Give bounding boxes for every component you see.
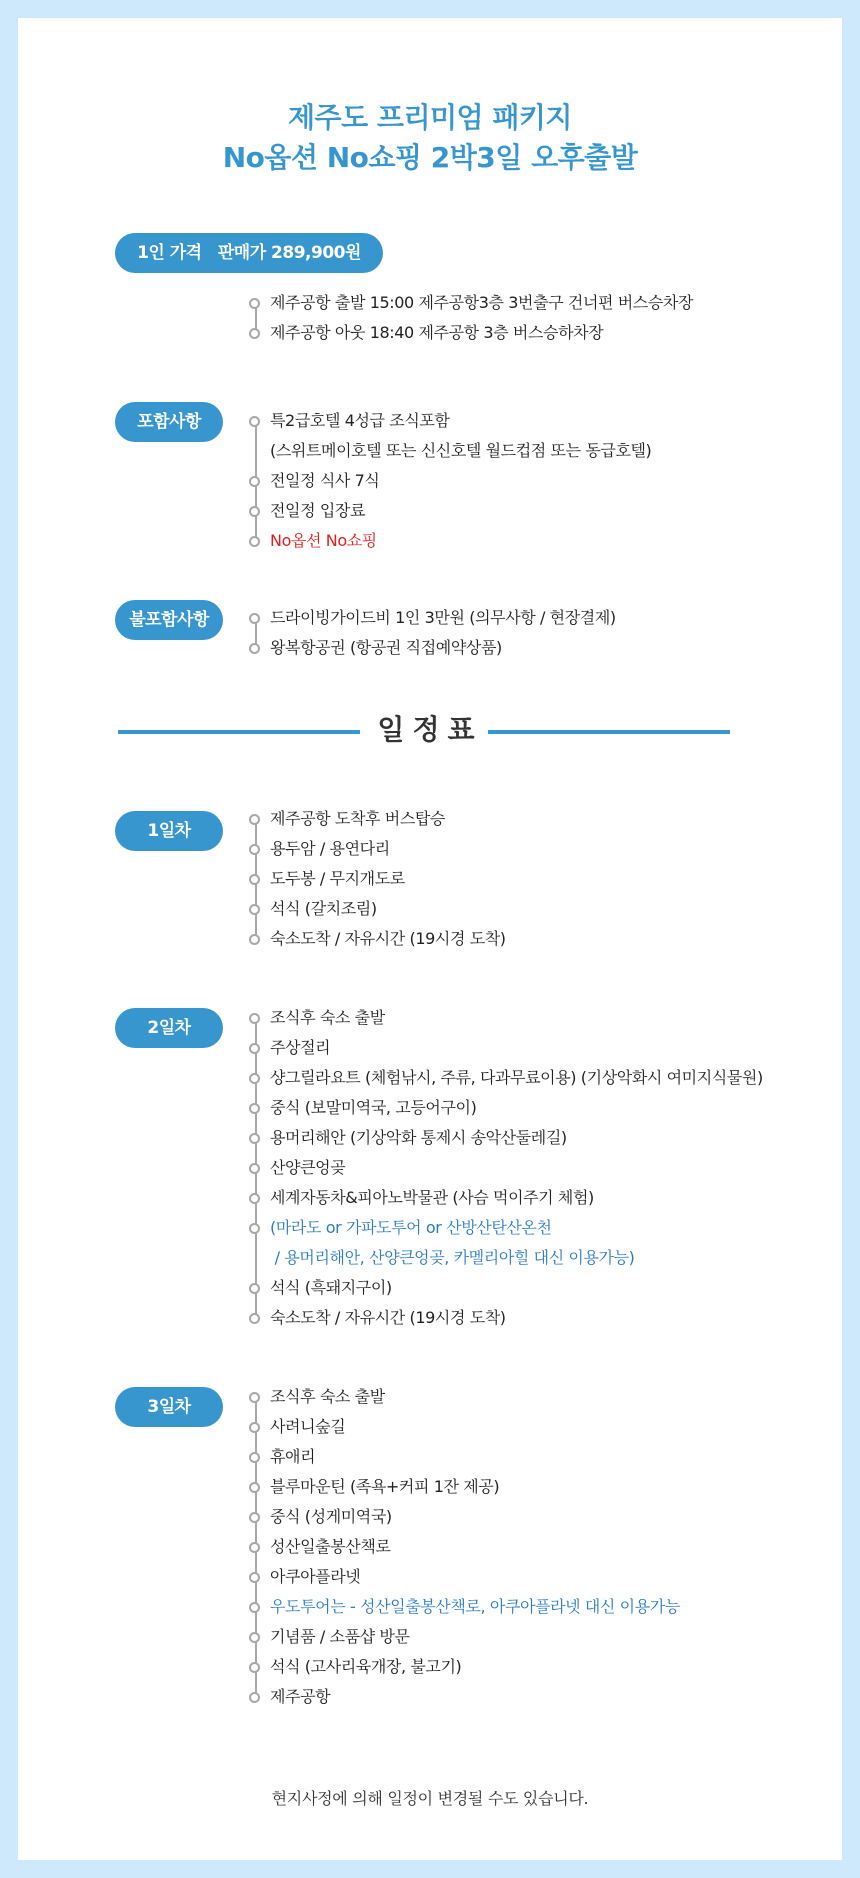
price-label: 1인 가격 [137, 243, 202, 263]
bullet-icon [249, 416, 260, 427]
list-item: 우도투어는 - 성산일출봉산책로, 아쿠아플라넷 대신 이용가능 [258, 1592, 680, 1622]
price-value: 판매가 289,900원 [217, 243, 361, 263]
list-item: 숙소도착 / 자유시간 (19시경 도착) [258, 1303, 763, 1333]
list-item: 세계자동차&피아노박물관 (사슴 먹이주기 체험) [258, 1183, 763, 1213]
bullet-icon [249, 1542, 260, 1553]
divider-right [488, 730, 730, 734]
bullet-icon [249, 934, 260, 945]
included-pill: 포함사항 [115, 402, 223, 442]
list-item: 전일정 입장료 [258, 496, 651, 526]
list-item: 주상절리 [258, 1033, 763, 1063]
package-card [18, 18, 842, 1860]
bullet-icon [249, 1223, 260, 1234]
day1-pill: 1일차 [115, 811, 223, 851]
bullet-icon [249, 1692, 260, 1703]
title-line-1: 제주도 프리미엄 패키지 [288, 101, 572, 134]
list-item: 도두봉 / 무지개도로 [258, 864, 506, 894]
list-item: 왕복항공권 (항공권 직접예약상품) [258, 633, 616, 663]
footer-note: 현지사정에 의해 일정이 변경될 수도 있습니다. [271, 1789, 589, 1808]
bullet-icon [249, 844, 260, 855]
bullet-icon [249, 328, 260, 339]
bullet-icon [249, 1422, 260, 1433]
bullet-icon [249, 1283, 260, 1294]
list-item: 산양큰엉곶 [258, 1153, 763, 1183]
list-item: 중식 (보말미역국, 고등어구이) [258, 1093, 763, 1123]
bullet-icon [249, 1392, 260, 1403]
price-info-list [258, 288, 693, 348]
list-item: 성산일출봉산책로 [258, 1532, 680, 1562]
bullet-icon [249, 1103, 260, 1114]
list-item: 숙소도착 / 자유시간 (19시경 도착) [258, 924, 506, 954]
list-item: (마라도 or 가파도투어 or 산방산탄산온천 [258, 1213, 763, 1243]
list-item: 제주공항 [258, 1682, 680, 1712]
list-item: No옵션 No쇼핑 [258, 526, 651, 556]
day2-pill: 2일차 [115, 1008, 223, 1048]
list-item: / 용머리해안, 산양큰엉곶, 카멜리아힐 대신 이용가능) [270, 1248, 635, 1267]
bullet-icon [249, 1133, 260, 1144]
schedule-title: 일정표 [377, 713, 483, 746]
list-item: 용머리해안 (기상악화 통제시 송악산둘레길) [258, 1123, 763, 1153]
bullet-icon [249, 904, 260, 915]
bullet-icon [249, 1043, 260, 1054]
bullet-icon [249, 643, 260, 654]
list-item: 휴애리 [258, 1442, 680, 1472]
bullet-icon [249, 298, 260, 309]
list-item: 샹그릴라요트 (체험낚시, 주류, 다과무료이용) (기상악화시 여미지식물원) [258, 1063, 763, 1093]
day1-list [258, 804, 506, 954]
list-item: 석식 (고사리육개장, 불고기) [258, 1652, 680, 1682]
bullet-icon [249, 1482, 260, 1493]
list-item: 석식 (흑돼지구이) [258, 1273, 763, 1303]
list-item: 아쿠아플라넷 [258, 1562, 680, 1592]
included-list [258, 406, 651, 556]
list-item: 제주공항 출발 15:00 제주공항3층 3번출구 건너편 버스승차장 [258, 288, 693, 318]
list-item: 용두암 / 용연다리 [258, 834, 506, 864]
bullet-icon [249, 1193, 260, 1204]
list-item: 제주공항 도착후 버스탑승 [258, 804, 506, 834]
bullet-icon [249, 1632, 260, 1643]
list-item: 조식후 숙소 출발 [258, 1003, 763, 1033]
excluded-list [258, 603, 616, 663]
bullet-icon [249, 536, 260, 547]
day3-pill: 3일차 [115, 1387, 223, 1427]
bullet-icon [249, 1313, 260, 1324]
list-item: 블루마운틴 (족욕+커피 1잔 제공) [258, 1472, 680, 1502]
list-item: 석식 (갈치조림) [258, 894, 506, 924]
bullet-icon [249, 1073, 260, 1084]
bullet-icon [249, 1013, 260, 1024]
bullet-icon [249, 1602, 260, 1613]
bullet-icon [249, 1572, 260, 1583]
list-item: 조식후 숙소 출발 [258, 1382, 680, 1412]
list-item: 드라이빙가이드비 1인 3만원 (의무사항 / 현장결제) [258, 603, 616, 633]
bullet-icon [249, 506, 260, 517]
list-item: 기념품 / 소품샵 방문 [258, 1622, 680, 1652]
title-line-2: No옵션 No쇼핑 2박3일 오후출발 [222, 141, 638, 174]
bullet-icon [249, 1452, 260, 1463]
list-item: 사려니숲길 [258, 1412, 680, 1442]
bullet-icon [249, 476, 260, 487]
price-pill [115, 233, 383, 273]
bullet-icon [249, 1512, 260, 1523]
list-item: (스위트메이호텔 또는 신신호텔 월드컵점 또는 동급호텔) [270, 441, 652, 460]
excluded-pill: 불포함사항 [115, 600, 223, 640]
bullet-icon [249, 1163, 260, 1174]
list-item: 특2급호텔 4성급 조식포함 [258, 406, 651, 436]
bullet-icon [249, 874, 260, 885]
list-item: 중식 (성게미역국) [258, 1502, 680, 1532]
list-item: 제주공항 아웃 18:40 제주공항 3층 버스승하차장 [258, 318, 693, 348]
bullet-icon [249, 613, 260, 624]
day2-list [258, 1003, 763, 1333]
bullet-icon [249, 814, 260, 825]
bullet-icon [249, 1662, 260, 1673]
day3-list [258, 1382, 680, 1712]
list-item: 전일정 식사 7식 [258, 466, 651, 496]
